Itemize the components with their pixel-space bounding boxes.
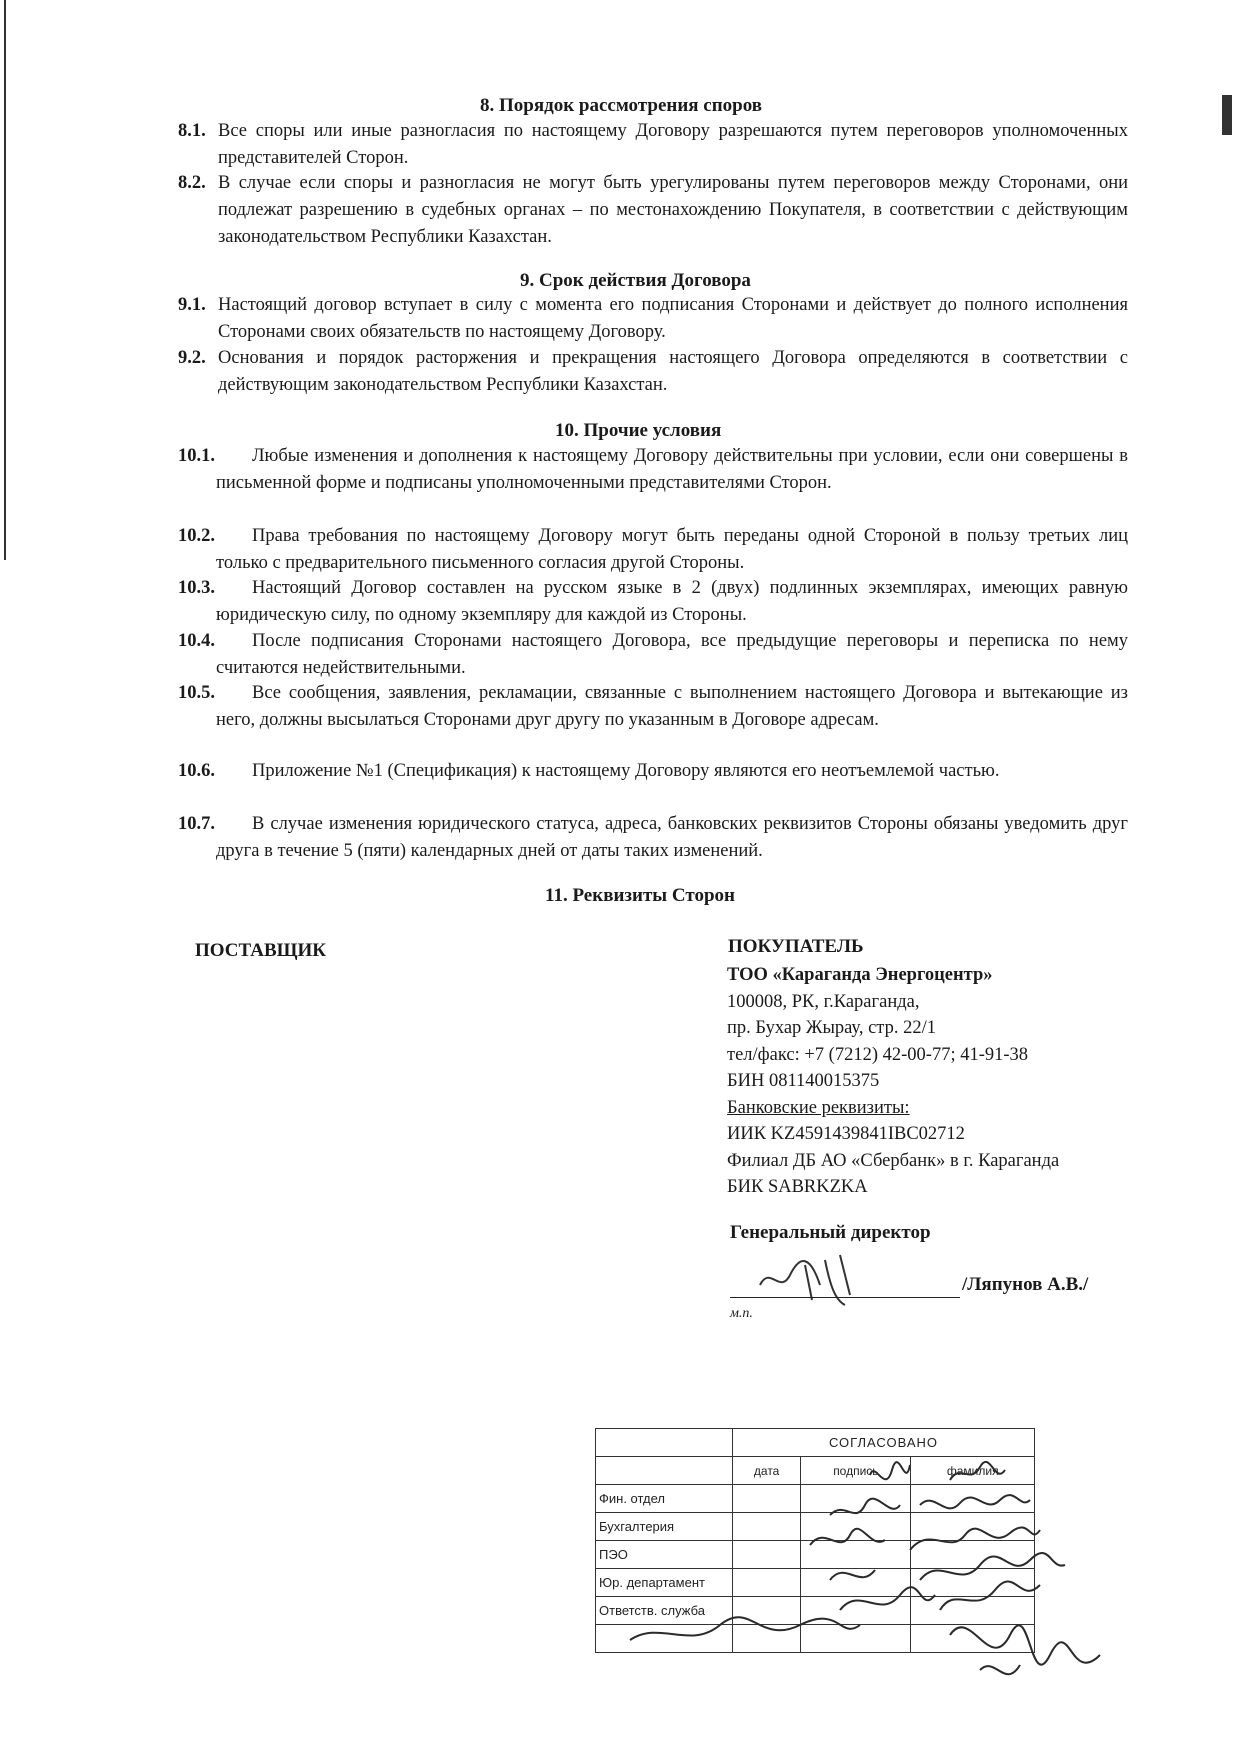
col-surname: фамилия <box>911 1457 1035 1485</box>
section-9-title: 9. Срок действия Договора <box>520 270 751 291</box>
row-label: Ответств. служба <box>596 1597 733 1625</box>
buyer-bik: БИК SABRKZKA <box>727 1177 868 1197</box>
clause-text: Все споры или иные разногласия по настоящему Договору разрешаются путем переговоров уполномоченных представителей Сторон. <box>218 121 1128 168</box>
section-8-title: 8. Порядок рассмотрения споров <box>480 95 763 116</box>
row-label: Бухгалтерия <box>596 1513 733 1541</box>
clause-9-1 <box>178 292 1128 348</box>
clause-number: 9.2. <box>178 348 206 368</box>
clause-10-3 <box>178 575 1128 631</box>
clause-number: 10.4. <box>178 631 215 651</box>
col-signature: подпись <box>801 1457 911 1485</box>
clause-10-1 <box>178 443 1128 525</box>
row-label: Фин. отдел <box>596 1485 733 1513</box>
buyer-address-line-2: пр. Бухар Жырау, стр. 22/1 <box>727 1018 936 1038</box>
clause-text: Приложение №1 (Спецификация) к настоящему Договору являются его неотъемлемой частью. <box>252 761 1000 781</box>
scan-edge-right-mark <box>1222 95 1232 135</box>
scan-edge-left <box>4 0 6 560</box>
buyer-title: ПОКУПАТЕЛЬ <box>728 936 864 957</box>
clause-text: Любые изменения и дополнения к настоящему Договору действительны при условии, если они совершены в письменной форме и подписаны уполномоченными представителями Сторон. <box>216 446 1128 493</box>
clause-text: Настоящий договор вступает в силу с момента его подписания Сторонами и действует до полного исполнения Сторонами своих обязательств по настоящему Договору. <box>218 295 1128 342</box>
director-signature <box>750 1245 890 1315</box>
clause-number: 8.2. <box>178 173 206 193</box>
clause-10-2 <box>178 523 1128 579</box>
clause-9-2 <box>178 345 1128 401</box>
approval-title: СОГЛАСОВАНО <box>733 1429 1035 1457</box>
clause-text: Настоящий Договор составлен на русском языке в 2 (двух) подлинных экземплярах, имеющих равную юридическую силу, по одному экземпляру для каждой из Стороны. <box>216 578 1128 625</box>
buyer-bank-label: Банковские реквизиты: <box>727 1097 910 1118</box>
clause-text: В случае если споры и разногласия не могут быть урегулированы путем переговоров между Сторонами, они подлежат разрешению в судебных органах – по местонахождению Покупателя, в соответствии с действующим законодательством Республики Казахстан. <box>218 173 1128 247</box>
stamp-place-label: м.п. <box>730 1306 753 1321</box>
clause-10-4 <box>178 628 1128 684</box>
clause-number: 9.1. <box>178 295 206 315</box>
clause-number: 10.2. <box>178 526 215 546</box>
buyer-bank: Филиал ДБ АО «Сбербанк» в г. Караганда <box>727 1150 1060 1171</box>
buyer-company: ТОО «Караганда Энергоцентр» <box>727 965 993 985</box>
clause-8-2 <box>178 170 1128 252</box>
clause-number: 8.1. <box>178 121 206 141</box>
col-date: дата <box>733 1457 801 1485</box>
buyer-details <box>727 962 1167 1201</box>
section-10-title: 10. Прочие условия <box>555 420 722 441</box>
clause-text: Все сообщения, заявления, рекламации, связанные с выполнением настоящего Договора и вытекающие из него, должны высылаться Сторонами друг другу по указанным в Договоре адресам. <box>216 683 1128 730</box>
clause-text: Основания и порядок расторжения и прекращения настоящего Договора определяются в соответствии с действующим законодательством Республики Казахстан. <box>218 348 1128 395</box>
row-label: ПЭО <box>596 1541 733 1569</box>
clause-10-5 <box>178 680 1128 762</box>
supplier-title: ПОСТАВЩИК <box>195 940 327 961</box>
section-11-title: 11. Реквизиты Сторон <box>545 885 735 906</box>
clause-number: 10.3. <box>178 578 215 598</box>
clause-text: После подписания Сторонами настоящего Договора, все предыдущие переговоры и переписка по нему считаются недействительными. <box>216 631 1128 678</box>
buyer-bin: БИН 081140015375 <box>727 1071 880 1091</box>
row-label: Юр. департамент <box>596 1569 733 1597</box>
buyer-iik: ИИК KZ4591439841IBC02712 <box>727 1124 965 1144</box>
buyer-address-line-1: 100008, РК, г.Караганда, <box>727 991 920 1012</box>
clause-number: 10.7. <box>178 814 215 834</box>
clause-number: 10.1. <box>178 446 215 466</box>
clause-10-7 <box>178 811 1128 867</box>
signer-name: /Ляпунов А.В./ <box>962 1274 1089 1295</box>
clause-8-1 <box>178 118 1128 174</box>
signature-line <box>730 1297 960 1298</box>
approval-signatures <box>600 1455 1120 1755</box>
clause-number: 10.6. <box>178 761 215 781</box>
buyer-phone: тел/факс: +7 (7212) 42-00-77; 41-91-38 <box>727 1044 1029 1065</box>
clause-text: Права требования по настоящему Договору могут быть переданы одной Стороной в пользу третьих лиц только с предварительного письменного согласия другой Стороны. <box>216 526 1128 573</box>
clause-text: В случае изменения юридического статуса, адреса, банковских реквизитов Стороны обязаны уведомить друг друга в течение 5 (пяти) календарных дней от даты таких изменений. <box>216 814 1128 861</box>
clause-10-6 <box>178 758 1128 814</box>
signer-title: Генеральный директор <box>730 1222 931 1243</box>
clause-number: 10.5. <box>178 683 215 703</box>
